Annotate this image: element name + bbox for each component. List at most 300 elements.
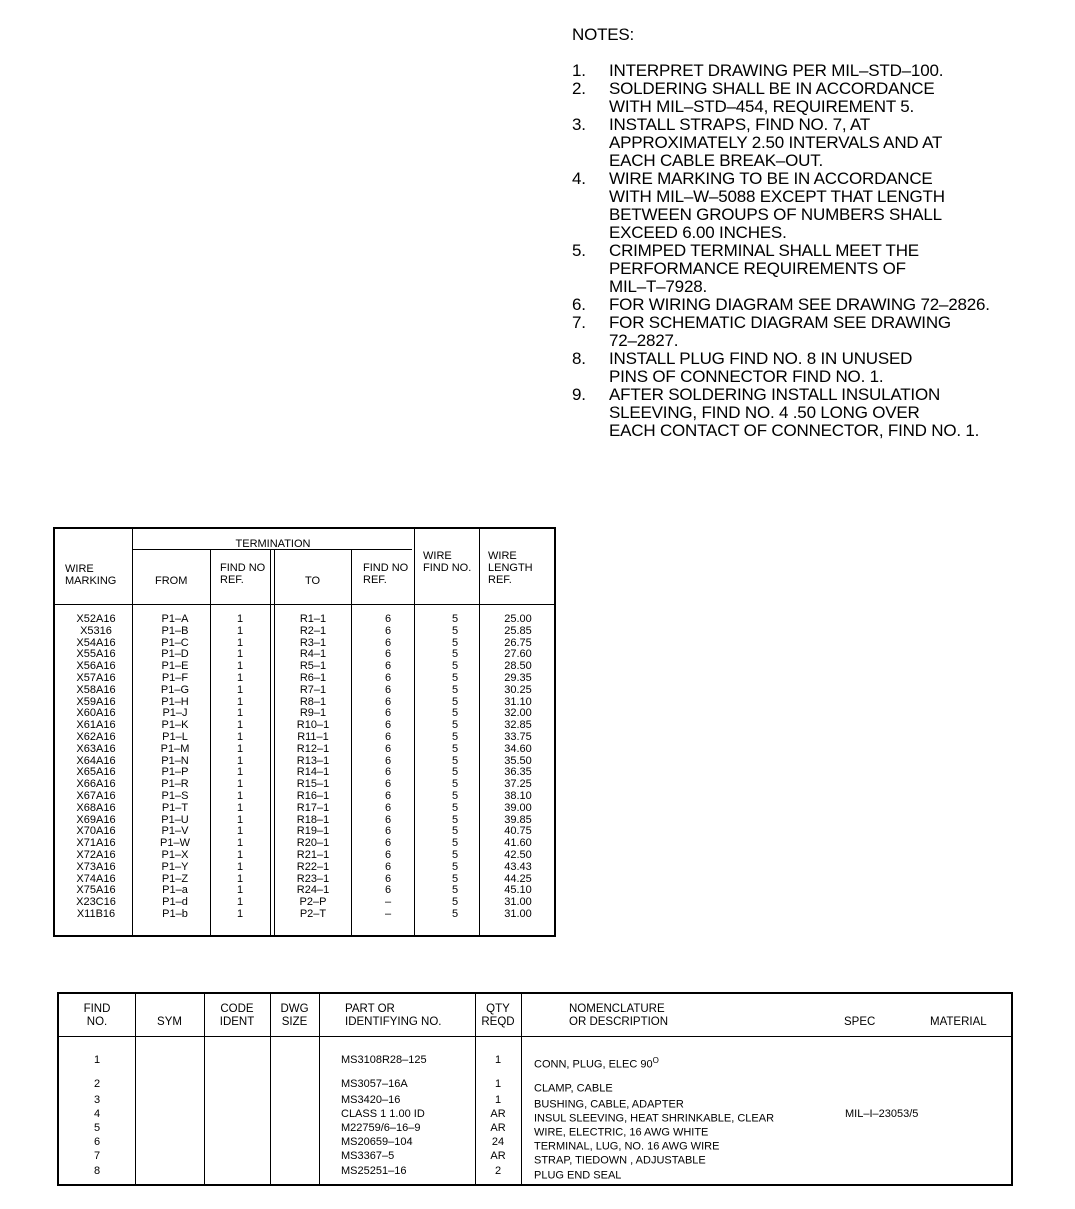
wire-cell-marking: X73A16 [76,860,116,873]
header-qty: QTY REQD [481,1003,515,1028]
note-item [572,296,1072,314]
wire-cell-wire-find: 5 [451,907,459,920]
note-number: 1. [572,61,586,80]
wire-cell-to: R1–1 [299,613,327,625]
note-item [572,242,1072,296]
qty-cell-text: AR [490,1108,506,1120]
note-number: 2. [572,79,586,98]
find-no-cell-text: 2 [93,1078,101,1090]
note-number: 4. [572,169,586,188]
wire-cell-wire-find: 5 [451,695,459,708]
wire-cell-to: P2–T [299,907,327,920]
wire-cell-find-from: 1 [236,778,244,791]
column-to [283,614,343,921]
header-find-no-ref-from: FIND NO REF. [220,562,266,586]
parts-row [59,1136,1011,1153]
column-from [145,614,205,921]
wire-cell-to: R24–1 [296,884,330,897]
wire-cell-to: R10–1 [296,719,330,732]
wire-cell-find-to: 6 [384,778,392,791]
note-text: INSTALL PLUG FIND NO. 8 IN UNUSED PINS OF CONNECTOR FIND NO. 1. [609,349,913,386]
header-nomenclature: NOMENCLATURE OR DESCRIPTION [569,1003,669,1028]
wire-cell-find-to: 6 [384,648,392,661]
wire-cell-length: 31.00 [504,907,532,920]
wire-cell-wire-find: 5 [451,872,459,885]
note-number: 5. [572,241,586,260]
wire-cell-find-from: 1 [236,837,244,850]
qty-cell-text: 1 [494,1094,502,1106]
wire-cell-marking: X62A16 [76,730,116,743]
wire-cell-find-from: 1 [236,683,244,696]
wire-cell-find-to: 6 [384,801,392,814]
note-text: FOR WIRING DIAGRAM SEE DRAWING 72–2826. [609,295,990,314]
divider [132,529,133,935]
wire-cell-from: P1–J [162,707,188,720]
wire-cell-wire-find: 5 [451,848,459,861]
description-cell-text: BUSHING, CABLE, ADAPTER [534,1098,684,1111]
wire-cell-wire-find: 5 [451,837,459,850]
wire-cell-wire-find: 5 [451,789,459,802]
wire-cell-find-to: 6 [384,719,392,732]
note-item [572,386,1072,440]
degree-superscript: O [652,1056,659,1065]
wire-cell-from: P1–V [161,825,189,838]
part-no-cell [341,1054,427,1067]
part-no-cell [341,1150,394,1163]
wire-cell-find-to: 6 [384,695,392,708]
wire-cell-find-from: 1 [236,884,244,897]
wire-cell-find-from: 1 [236,801,244,814]
wire-cell-to: R18–1 [296,813,330,826]
parts-row [59,1054,1011,1071]
wire-cell-to: R5–1 [299,660,327,673]
wire-cell-find-to: 6 [384,860,392,873]
wire-cell-to: R12–1 [296,742,330,755]
wire-cell-find-from: 1 [236,789,244,802]
wire-cell-length: 32.00 [504,707,532,720]
wire-cell-marking: X63A16 [76,742,116,755]
note-item [572,350,1072,386]
note-text: INTERPRET DRAWING PER MIL–STD–100. [609,61,944,80]
wire-cell-from: P1–F [161,671,189,684]
header-to: TO [305,575,321,587]
wire-cell-to: R15–1 [296,778,330,791]
part-no-cell-text: MS3420–16 [341,1094,401,1106]
wire-cell-to: R4–1 [299,648,327,661]
wire-cell-length: 27.60 [504,648,532,661]
wire-cell-wire-find: 5 [451,683,459,696]
find-no-cell [59,1054,135,1067]
wire-cell-marking: X5316 [80,624,112,637]
wire-cell-length: 28.50 [504,660,532,673]
parts-row [59,1150,1011,1167]
wire-cell-find-from: 1 [236,719,244,732]
note-item [572,314,1072,350]
find-no-cell-text: 3 [93,1094,101,1106]
divider [414,529,415,935]
wire-cell-wire-find: 5 [451,648,459,661]
find-no-cell [59,1136,135,1149]
wire-cell-from: P1–d [162,896,188,909]
qty-cell-text: 2 [494,1165,502,1177]
note-number: 3. [572,115,586,134]
qty-cell [475,1078,521,1091]
wire-cell-to: R17–1 [296,801,330,814]
part-no-cell [341,1122,421,1135]
wire-cell-from: P1–R [161,778,189,791]
wire-cell-marking: X65A16 [76,766,116,779]
description-cell [534,1078,613,1096]
wire-cell-find-from: 1 [236,825,244,838]
wire-cell-find-to: 6 [384,707,392,720]
wire-cell-find-from: 1 [236,636,244,649]
wire-cell-find-from: 1 [236,754,244,767]
wire-cell-from: P1–K [161,719,189,732]
wire-cell-to: P2–P [299,896,327,909]
wire-cell-marking: X11B16 [76,907,116,920]
divider [274,549,275,935]
note-text: SOLDERING SHALL BE IN ACCORDANCE WITH MIL–STD–454, REQUIREMENT 5. [609,79,935,116]
wire-cell-length: 42.50 [504,848,532,861]
wire-cell-from: P1–X [161,848,189,861]
wire-cell-find-to: 6 [384,837,392,850]
wire-cell-wire-find: 5 [451,896,459,909]
header-dwg-size: DWG SIZE [280,1003,309,1028]
qty-cell [475,1122,521,1135]
wire-cell-from: P1–b [162,907,188,920]
description-cell-text: CLAMP, CABLE [534,1082,613,1095]
wire-cell-wire-find: 5 [451,671,459,684]
find-no-cell [59,1108,135,1121]
wire-cell-from: P1–Z [161,872,189,885]
wire-cell-wire-find: 5 [451,801,459,814]
wire-cell-length: 31.10 [504,695,532,708]
qty-cell [475,1150,521,1163]
wire-cell-find-from: 1 [236,671,244,684]
find-no-cell [59,1165,135,1178]
description-cell [534,1165,621,1183]
qty-cell [475,1165,521,1178]
wire-cell-length: 41.60 [504,837,532,850]
wire-cell-find-to: 6 [384,730,392,743]
wire-cell-from: P1–A [161,613,189,625]
find-no-cell-text: 6 [93,1136,101,1148]
find-no-cell [59,1122,135,1135]
wire-cell-to: R9–1 [299,707,327,720]
description-cell-text: STRAP, TIEDOWN , ADJUSTABLE [534,1154,706,1167]
note-number: 7. [572,313,586,332]
wire-cell-find-from: 1 [236,742,244,755]
find-no-cell [59,1094,135,1107]
wire-cell-to: R14–1 [296,766,330,779]
wire-cell-length: 37.25 [504,778,532,791]
part-no-cell [341,1136,413,1149]
wire-cell-to: R7–1 [299,683,327,696]
wire-cell-length: 32.85 [504,719,532,732]
parts-row [59,1165,1011,1182]
part-no-cell-text: MS3108R28–125 [341,1054,427,1066]
wire-cell-marking: X52A16 [76,613,116,625]
note-text: CRIMPED TERMINAL SHALL MEET THE PERFORMANCE REQUIREMENTS OF MIL–T–7928. [609,241,919,296]
parts-row [59,1122,1011,1139]
qty-cell-text: 24 [491,1136,505,1148]
notes-title: NOTES: [572,25,635,44]
divider [270,549,271,935]
wire-cell-marking: X70A16 [76,825,116,838]
wire-list-table [53,527,556,937]
wire-cell-length: 36.35 [504,766,532,779]
wire-cell-marking: X55A16 [76,648,116,661]
parts-row [59,1094,1011,1111]
find-no-cell-text: 8 [93,1165,101,1177]
wire-cell-from: P1–N [161,754,189,767]
wire-cell-wire-find: 5 [451,825,459,838]
wire-cell-find-to: 6 [384,766,392,779]
wire-cell-from: P1–B [161,624,189,637]
note-text: AFTER SOLDERING INSTALL INSULATION SLEEVING, FIND NO. 4 .50 LONG OVER EACH CONTACT OF CONNECTOR, FIND NO. 1. [609,385,980,440]
parts-row [59,1078,1011,1095]
wire-cell-to: R16–1 [296,789,330,802]
header-spec: SPEC [844,1016,876,1028]
wire-cell-length: 39.00 [504,801,532,814]
divider [479,529,480,935]
wire-cell-wire-find: 5 [451,813,459,826]
wire-cell-find-to: 6 [384,825,392,838]
wire-cell-find-to: – [384,896,392,909]
wire-cell-to: R11–1 [297,730,329,743]
wire-cell-find-to: 6 [384,624,392,637]
divider [210,549,211,935]
note-number: 8. [572,349,586,368]
wire-cell-wire-find: 5 [451,624,459,637]
header-material: MATERIAL [930,1016,987,1028]
wire-cell-wire-find: 5 [451,636,459,649]
column-wire-length [493,614,543,921]
wire-cell-length: 29.35 [504,671,532,684]
column-find-to [373,614,403,921]
wire-cell-find-from: 1 [236,907,244,920]
header-wire-find-no: WIRE FIND NO. [423,550,472,574]
wire-cell-find-from: 1 [236,660,244,673]
wire-cell-length: 40.75 [504,825,532,838]
note-text: INSTALL STRAPS, FIND NO. 7, AT APPROXIMATELY 2.50 INTERVALS AND AT EACH CABLE BREAK–OUT. [609,115,943,170]
part-no-cell-text: MS3057–16A [341,1078,408,1090]
qty-cell [475,1054,521,1067]
wire-cell-find-from: 1 [236,695,244,708]
header-part-no: PART OR IDENTIFYING NO. [345,1003,442,1028]
wire-cell-from: P1–G [160,683,190,696]
parts-list-table [57,992,1013,1186]
description-cell-text: PLUG END SEAL [534,1169,622,1182]
qty-cell [475,1094,521,1107]
description-cell-text: WIRE, ELECTRIC, 16 AWG WHITE [534,1126,709,1139]
wire-cell-wire-find: 5 [451,730,459,743]
description-cell [534,1054,659,1072]
wire-cell-marking: X72A16 [76,848,116,861]
wire-cell-find-to: 6 [384,872,392,885]
qty-cell [475,1108,521,1121]
header-find-no-ref-to: FIND NO REF. [363,562,409,586]
column-wire-marking [65,614,127,921]
wire-cell-find-to: – [384,907,392,920]
wire-cell-length: 43.43 [504,860,532,873]
divider [351,549,352,935]
wire-cell-from: P1–a [162,884,188,897]
wire-cell-from: P1–D [161,648,189,661]
wire-cell-marking: X54A16 [76,636,116,649]
wire-cell-from: P1–P [161,766,189,779]
divider [55,604,554,605]
note-item [572,62,1072,80]
wire-cell-marking: X69A16 [76,813,116,826]
parts-row [59,1108,1011,1125]
wire-cell-length: 33.75 [504,730,532,743]
note-text: FOR SCHEMATIC DIAGRAM SEE DRAWING 72–2827. [609,313,951,350]
wire-cell-from: P1–C [161,636,189,649]
wire-cell-from: P1–M [160,742,190,755]
wire-cell-marking: X59A16 [76,695,116,708]
wire-cell-marking: X60A16 [76,707,116,720]
wire-cell-marking: X58A16 [76,683,116,696]
wire-cell-to: R13–1 [296,754,330,767]
qty-cell-text: AR [490,1150,506,1162]
wire-cell-find-to: 6 [384,789,392,802]
wire-cell-to: R20–1 [296,837,330,850]
part-no-cell-text: MS3367–5 [341,1150,395,1162]
part-no-cell-text: MS20659–104 [341,1136,413,1148]
part-no-cell [341,1078,408,1091]
wire-cell-find-from: 1 [236,707,244,720]
wire-cell-wire-find: 5 [451,884,459,897]
wire-cell-find-from: 1 [236,648,244,661]
header-sym: SYM [157,1016,182,1028]
wire-cell-length: 38.10 [504,789,532,802]
wire-cell-wire-find: 5 [451,754,459,767]
header-wire-length-ref: WIRE LENGTH REF. [488,550,533,586]
part-no-cell-text: M22759/6–16–9 [341,1122,421,1134]
wire-cell-wire-find: 5 [451,660,459,673]
column-wire-find [440,614,470,921]
wire-cell-find-to: 6 [384,613,392,625]
wire-cell-marking: X56A16 [76,660,116,673]
notes-section [572,26,1072,440]
wire-cell-wire-find: 5 [451,719,459,732]
wire-cell-marking: X67A16 [76,789,116,802]
wire-cell-from: P1–S [161,789,189,802]
qty-cell [475,1136,521,1149]
part-no-cell-text: CLASS 1 1.00 ID [341,1108,425,1120]
find-no-cell-text: 1 [93,1054,101,1066]
wire-cell-to: R8–1 [299,695,327,708]
wire-cell-length: 44.25 [504,872,532,885]
wire-cell-from: P1–W [160,837,190,850]
wire-cell-find-to: 6 [384,683,392,696]
wire-cell-find-to: 6 [384,754,392,767]
qty-cell-text: AR [490,1122,506,1134]
wire-cell-length: 34.60 [504,742,532,755]
wire-cell-from: P1–H [161,695,189,708]
wire-cell-find-from: 1 [236,872,244,885]
find-no-cell [59,1078,135,1091]
wire-cell-find-from: 1 [236,624,244,637]
wire-cell-find-from: 1 [236,613,244,625]
wire-cell-wire-find: 5 [451,742,459,755]
wire-cell-wire-find: 5 [451,766,459,779]
wire-cell-marking: X23C16 [76,896,116,909]
header-wire-marking: WIRE MARKING [65,563,117,587]
header-termination: TERMINATION [235,538,311,550]
description-cell-text: TERMINAL, LUG, NO. 16 AWG WIRE [534,1140,720,1153]
wire-cell-length: 25.85 [504,624,532,637]
wire-cell-marking: X64A16 [76,754,116,767]
part-no-cell-text: MS25251–16 [341,1165,407,1177]
wire-cell-from: P1–U [161,813,189,826]
divider [59,1036,1011,1037]
note-number: 6. [572,295,586,314]
wire-cell-length: 25.00 [504,613,532,625]
find-no-cell [59,1150,135,1163]
wire-cell-marking: X71A16 [76,837,116,850]
part-no-cell [341,1165,406,1178]
notes-list [572,62,1072,440]
wire-cell-find-from: 1 [236,848,244,861]
wire-cell-from: P1–E [161,660,189,673]
part-no-cell [341,1108,425,1121]
description-cell-text: INSUL SLEEVING, HEAT SHRINKABLE, CLEAR [534,1112,775,1125]
wire-cell-to: R19–1 [296,825,330,838]
wire-cell-length: 35.50 [504,754,532,767]
note-item [572,170,1072,242]
wire-cell-find-to: 6 [384,813,392,826]
wire-cell-length: 45.10 [504,884,532,897]
wire-cell-find-to: 6 [384,671,392,684]
wire-cell-marking: X66A16 [76,778,116,791]
find-no-cell-text: 7 [93,1150,101,1162]
wire-cell-to: R2–1 [299,624,327,637]
qty-cell-text: 1 [494,1054,502,1066]
find-no-cell-text: 5 [93,1122,101,1134]
wire-cell-length: 31.00 [504,896,532,909]
wire-cell-marking: X57A16 [76,671,116,684]
note-item [572,80,1072,116]
wire-cell-to: R6–1 [299,671,327,684]
wire-cell-length: 26.75 [504,636,532,649]
qty-cell-text: 1 [494,1078,502,1090]
wire-cell-find-from: 1 [236,860,244,873]
wire-cell-marking: X61A16 [76,719,116,732]
wire-cell-from: P1–L [162,730,188,743]
wire-cell-to: R22–1 [296,860,330,873]
description-cell-text: CONN, PLUG, ELEC 90 [534,1058,653,1071]
wire-cell-wire-find: 5 [451,613,459,625]
header-find-no: FIND NO. [83,1003,111,1028]
find-no-cell-text: 4 [93,1108,101,1120]
wire-cell-wire-find: 5 [451,860,459,873]
column-find-from [225,614,255,921]
wire-cell-find-to: 6 [384,636,392,649]
note-number: 9. [572,385,586,404]
wire-cell-from: P1–T [161,801,189,814]
wire-cell-marking: X74A16 [76,872,116,885]
wire-cell-find-from: 1 [236,730,244,743]
note-text: WIRE MARKING TO BE IN ACCORDANCE WITH MIL–W–5088 EXCEPT THAT LENGTH BETWEEN GROUPS OF NUMBERS SHALL EXCEED 6.00 INCHES. [609,169,945,242]
wire-cell-find-from: 1 [236,766,244,779]
wire-cell-length: 30.25 [504,683,532,696]
wire-cell-to: R23–1 [296,872,330,885]
wire-cell-marking: X75A16 [76,884,116,897]
spec-cell [845,1108,918,1121]
wire-cell-wire-find: 5 [451,707,459,720]
